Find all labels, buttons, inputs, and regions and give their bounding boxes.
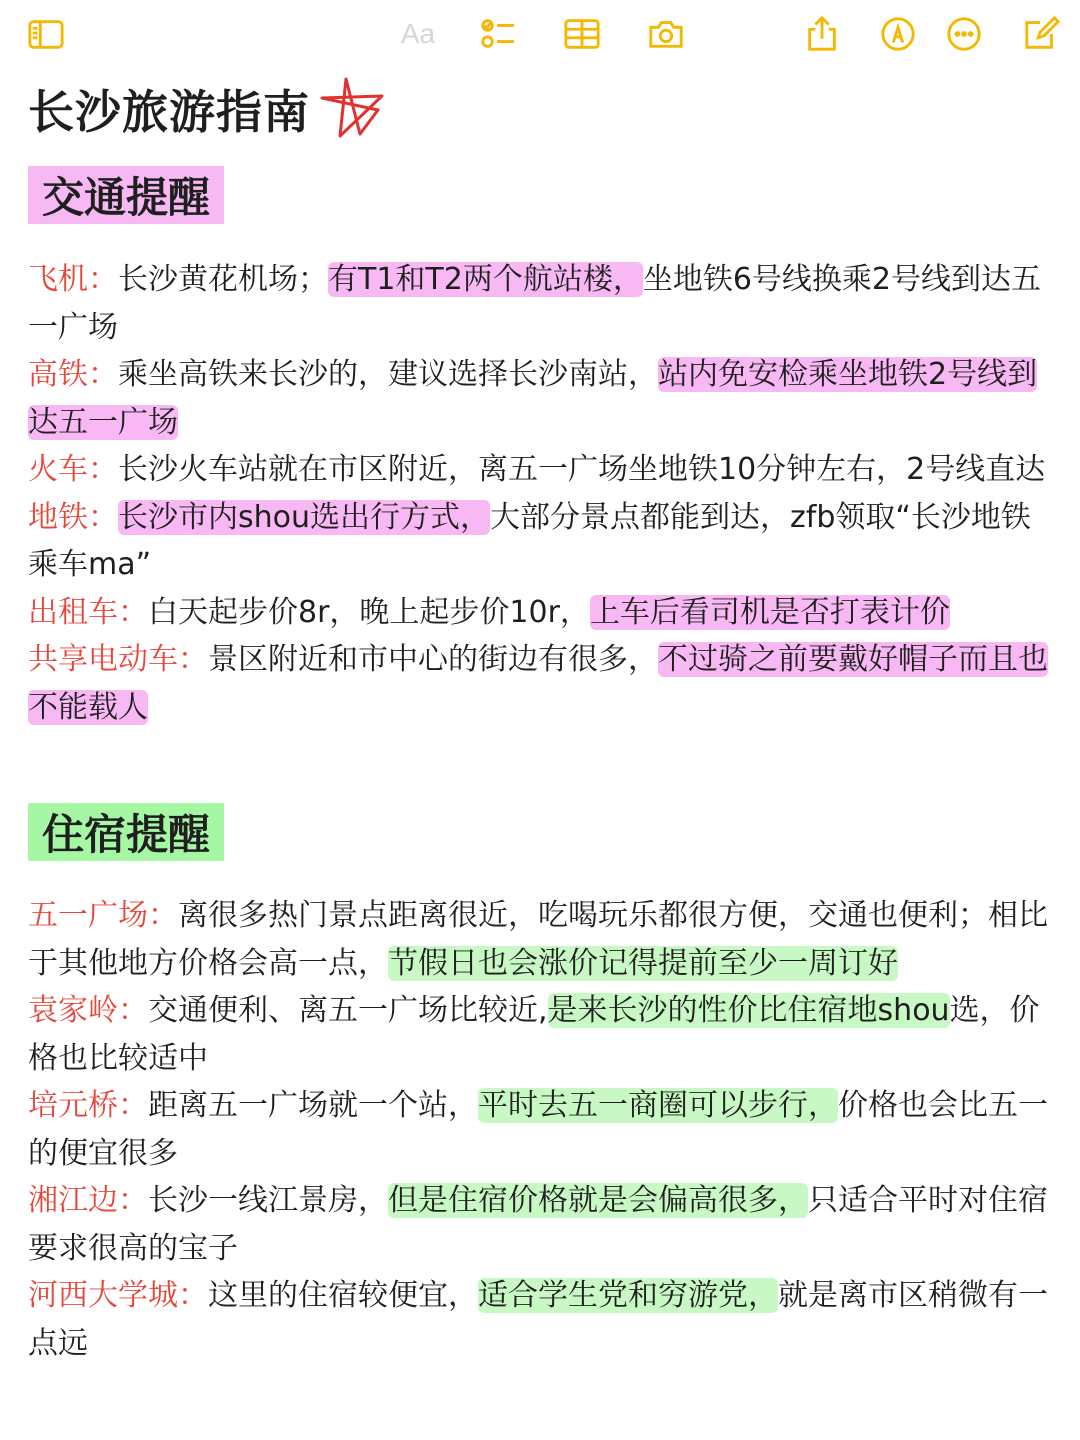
entry-key: 湘江边： (28, 1183, 148, 1218)
list-item (28, 892, 1058, 987)
entry-key: 五一广场： (28, 898, 178, 933)
list-item (28, 987, 1058, 1082)
entry-highlight: 是来长沙的性价比住宿地shou (547, 993, 950, 1028)
camera-icon[interactable] (646, 14, 686, 54)
list-item (28, 1082, 1058, 1177)
list-item (28, 351, 1058, 446)
list-item (28, 636, 1058, 731)
list-item (28, 494, 1058, 589)
list-item (28, 589, 1058, 637)
entry-key: 地铁： (28, 499, 118, 535)
entry-key: 共享电动车： (28, 642, 208, 677)
entry-text: 景区附近和市中心的街边有很多， (208, 642, 658, 677)
entry-text: 乘坐高铁来长沙的，建议选择长沙南站， (118, 357, 658, 392)
table-icon[interactable] (562, 14, 602, 54)
star-doodle-icon (316, 74, 386, 144)
entry-text: 这里的住宿较便宜， (208, 1278, 478, 1313)
entry-highlight: 但是住宿价格就是会偏高很多， (388, 1183, 808, 1218)
entry-key: 火车： (28, 452, 118, 487)
share-icon[interactable] (802, 14, 842, 54)
text-format-label: Aa (400, 18, 436, 49)
entry-text: 大部分景点都能到达，zfb领取“长沙地铁乘车ma” (28, 499, 1031, 582)
entry-text: 选，价格也比较适中 (28, 993, 1040, 1076)
entry-text: 坐地铁6号线换乘2号线到达五一广场 (28, 262, 1042, 345)
entry-key: 河西大学城： (28, 1278, 208, 1313)
entry-highlight: 站内免安检乘坐地铁2号线到达五一广场 (28, 357, 1038, 440)
entry-highlight: 适合学生党和穷游党， (478, 1278, 778, 1313)
entry-key: 飞机： (28, 262, 118, 297)
entry-text: 就是离市区稍微有一点远 (28, 1278, 1048, 1361)
notes-toolbar (0, 0, 1080, 70)
entry-text: 长沙一线江景房， (148, 1183, 388, 1218)
transport-list (28, 256, 1058, 731)
markup-icon[interactable] (878, 14, 918, 54)
lodging-list (28, 892, 1058, 1367)
text-format-button[interactable] (396, 14, 440, 54)
more-icon[interactable] (944, 14, 984, 54)
section-heading-lodging: 住宿提醒 (28, 803, 224, 861)
list-item (28, 1177, 1058, 1272)
entry-key: 出租车： (28, 594, 148, 630)
page-title: 长沙旅游指南 (28, 85, 310, 139)
section-heading-transport: 交通提醒 (28, 166, 224, 224)
list-item (28, 1272, 1058, 1367)
checklist-icon[interactable] (478, 14, 518, 54)
entry-key: 培元桥： (28, 1088, 148, 1123)
list-item (28, 256, 1058, 351)
entry-key: 袁家岭： (28, 993, 148, 1028)
entry-text: 只适合平时对住宿要求很高的宝子 (28, 1183, 1048, 1266)
entry-key: 高铁： (28, 357, 118, 392)
entry-text: 距离五一广场就一个站， (148, 1088, 478, 1123)
entry-text: 价格也会比五一的便宜很多 (28, 1088, 1048, 1171)
entry-text: 交通便利、离五一广场比较近, (148, 993, 548, 1028)
entry-highlight: 有T1和T2两个航站楼， (328, 262, 643, 297)
entry-highlight: 上车后看司机是否打表计价 (589, 594, 950, 630)
title-row (28, 74, 386, 144)
entry-highlight: 节假日也会涨价记得提前至少一周订好 (388, 945, 898, 981)
list-item (28, 446, 1058, 494)
sidebar-icon[interactable] (26, 14, 66, 54)
entry-highlight: 长沙市内shou选出行方式， (118, 499, 491, 535)
entry-text: 长沙黄花机场； (118, 262, 328, 297)
entry-highlight: 不过骑之前要戴好帽子而且也不能载人 (28, 642, 1048, 725)
compose-icon[interactable] (1022, 14, 1062, 54)
entry-highlight: 平时去五一商圈可以步行， (478, 1088, 838, 1123)
entry-text: 长沙火车站就在市区附近，离五一广场坐地铁10分钟左右，2号线直达 (118, 452, 1046, 487)
entry-text: 白天起步价8r，晚上起步价10r， (148, 594, 590, 630)
entry-text: 离很多热门景点距离很近，吃喝玩乐都很方便，交通也便利；相比于其他地方价格会高一点， (28, 898, 1048, 981)
